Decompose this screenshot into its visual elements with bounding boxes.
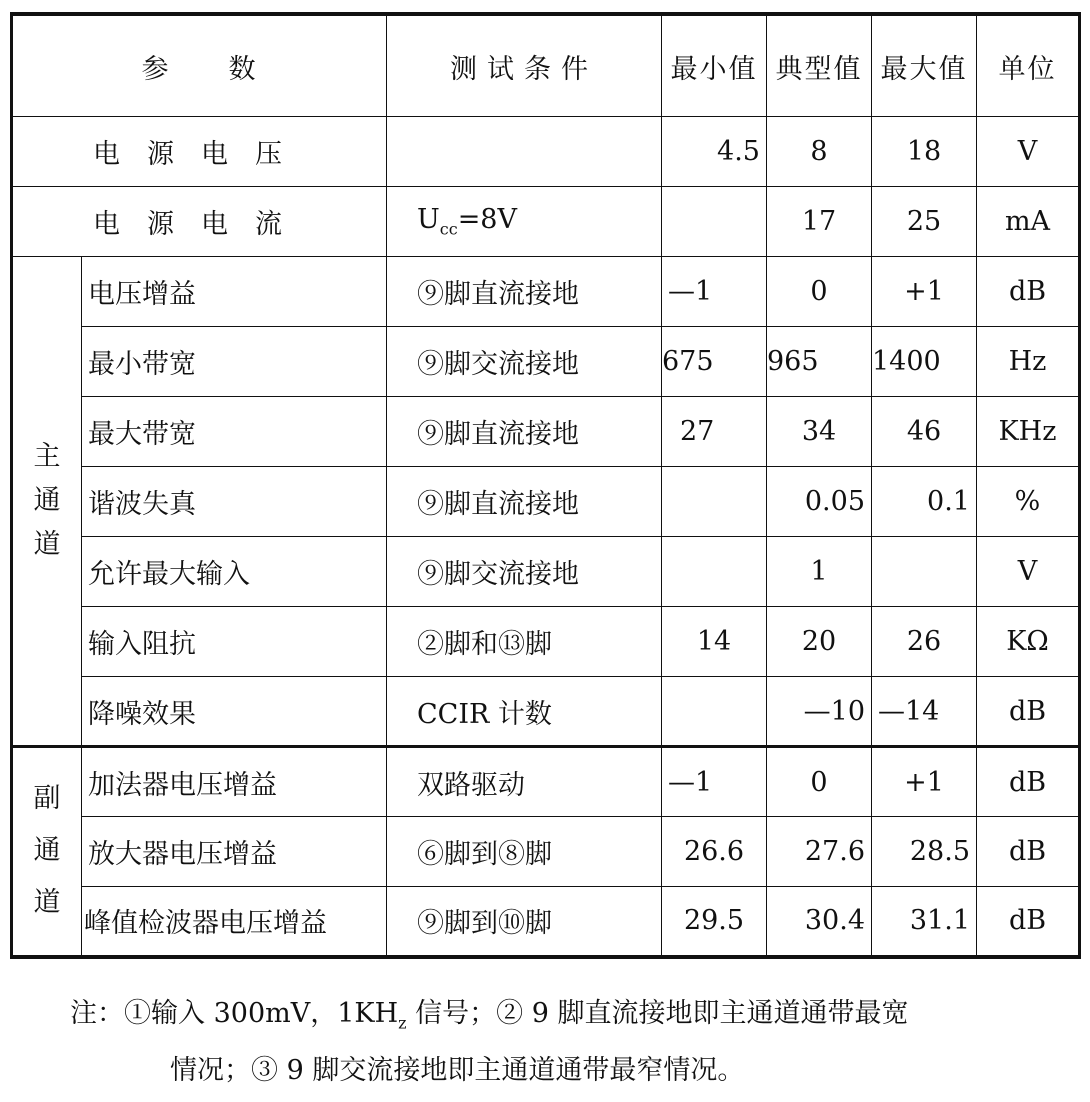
min-cell: 27 <box>662 397 767 467</box>
unit-cell: mA <box>977 187 1080 257</box>
max-cell: 25 <box>872 187 977 257</box>
unit-cell: dB <box>977 747 1080 817</box>
typ-cell: 1 <box>767 537 872 607</box>
max-cell <box>872 537 977 607</box>
max-cell: 31.1 <box>872 887 977 957</box>
table-row <box>12 327 1080 397</box>
unit-cell: dB <box>977 677 1080 747</box>
condition-subscript: cc <box>439 219 458 239</box>
table-row <box>12 257 1080 327</box>
condition-cell: 双路驱动 <box>387 747 662 817</box>
group-label-sub: 副 通 道 <box>12 747 82 957</box>
typ-cell: —10 <box>767 677 872 747</box>
typ-cell: 0.05 <box>767 467 872 537</box>
unit-cell: KHz <box>977 397 1080 467</box>
unit-cell: Hz <box>977 327 1080 397</box>
condition-cell: CCIR 计数 <box>387 677 662 747</box>
max-cell: +1 <box>872 257 977 327</box>
param-cell: 最大带宽 <box>82 397 387 467</box>
typ-cell: 8 <box>767 117 872 187</box>
unit-cell: dB <box>977 887 1080 957</box>
min-cell: 4.5 <box>662 117 767 187</box>
max-cell: 1400 <box>872 327 977 397</box>
table-note <box>60 990 1080 1095</box>
header-row <box>12 14 1080 117</box>
max-cell: 26 <box>872 607 977 677</box>
param-cell: 允许最大输入 <box>82 537 387 607</box>
condition-cell <box>387 117 662 187</box>
min-cell: —1 <box>662 747 767 817</box>
spec-table <box>10 12 1081 959</box>
min-cell: 675 <box>662 327 767 397</box>
unit-cell: KΩ <box>977 607 1080 677</box>
param-cell: 放大器电压增益 <box>82 817 387 887</box>
typ-cell: 20 <box>767 607 872 677</box>
unit-cell: % <box>977 467 1080 537</box>
condition-suffix: =8V <box>457 204 517 236</box>
header-typ: 典型值 <box>767 14 872 117</box>
unit-cell: V <box>977 117 1080 187</box>
table-row <box>12 537 1080 607</box>
min-cell: 14 <box>662 607 767 677</box>
table-row <box>12 677 1080 747</box>
typ-cell: 965 <box>767 327 872 397</box>
header-min: 最小值 <box>662 14 767 117</box>
max-cell: +1 <box>872 747 977 817</box>
spec-table-container <box>10 12 1078 959</box>
typ-cell: 17 <box>767 187 872 257</box>
max-cell: 18 <box>872 117 977 187</box>
typ-cell: 27.6 <box>767 817 872 887</box>
condition-cell <box>387 187 662 257</box>
header-max: 最大值 <box>872 14 977 117</box>
table-row <box>12 117 1080 187</box>
note-line-1-start: 注：①输入 300mV，1KH <box>70 998 399 1029</box>
min-cell <box>662 187 767 257</box>
condition-prefix: U <box>417 204 440 236</box>
unit-cell: dB <box>977 817 1080 887</box>
typ-cell: 30.4 <box>767 887 872 957</box>
header-param: 参 数 <box>12 14 387 117</box>
group-label-main: 主 通 道 <box>12 257 82 747</box>
param-cell: 输入阻抗 <box>82 607 387 677</box>
condition-cell: ⑨脚交流接地 <box>387 327 662 397</box>
param-cell: 加法器电压增益 <box>82 747 387 817</box>
table-row <box>12 467 1080 537</box>
unit-cell: dB <box>977 257 1080 327</box>
min-cell <box>662 677 767 747</box>
condition-cell: ⑨脚到⑩脚 <box>387 887 662 957</box>
min-cell: —1 <box>662 257 767 327</box>
min-cell <box>662 467 767 537</box>
table-row <box>12 187 1080 257</box>
param-cell: 峰值检波器电压增益 <box>82 887 387 957</box>
typ-cell: 0 <box>767 747 872 817</box>
min-cell: 29.5 <box>662 887 767 957</box>
max-cell: 0.1 <box>872 467 977 537</box>
note-line-1 <box>60 990 1080 1047</box>
condition-cell: ⑨脚直流接地 <box>387 397 662 467</box>
param-cell: 电 源 电 流 <box>12 187 387 257</box>
note-line-2: 情况；③ 9 脚交流接地即主通道通带最窄情况。 <box>170 1055 745 1087</box>
condition-cell: ⑨脚直流接地 <box>387 257 662 327</box>
condition-cell: ⑨脚交流接地 <box>387 537 662 607</box>
param-cell: 降噪效果 <box>82 677 387 747</box>
param-cell: 谐波失真 <box>82 467 387 537</box>
min-cell <box>662 537 767 607</box>
typ-cell: 34 <box>767 397 872 467</box>
condition-cell: ⑥脚到⑧脚 <box>387 817 662 887</box>
param-cell: 电 源 电 压 <box>12 117 387 187</box>
condition-cell: ②脚和⑬脚 <box>387 607 662 677</box>
param-cell: 最小带宽 <box>82 327 387 397</box>
table-row <box>12 817 1080 887</box>
note-line-1-end: 信号；② 9 脚直流接地即主通道通带最宽 <box>406 998 909 1029</box>
table-row <box>12 397 1080 467</box>
max-cell: —14 <box>872 677 977 747</box>
param-cell: 电压增益 <box>82 257 387 327</box>
min-cell: 26.6 <box>662 817 767 887</box>
unit-cell: V <box>977 537 1080 607</box>
header-unit: 单位 <box>977 14 1080 117</box>
table-row <box>12 747 1080 817</box>
table-row <box>12 607 1080 677</box>
table-row <box>12 887 1080 957</box>
max-cell: 28.5 <box>872 817 977 887</box>
max-cell: 46 <box>872 397 977 467</box>
condition-cell: ⑨脚直流接地 <box>387 467 662 537</box>
note-line-1-subscript: z <box>398 1013 407 1033</box>
typ-cell: 0 <box>767 257 872 327</box>
header-condition: 测试条件 <box>387 14 662 117</box>
